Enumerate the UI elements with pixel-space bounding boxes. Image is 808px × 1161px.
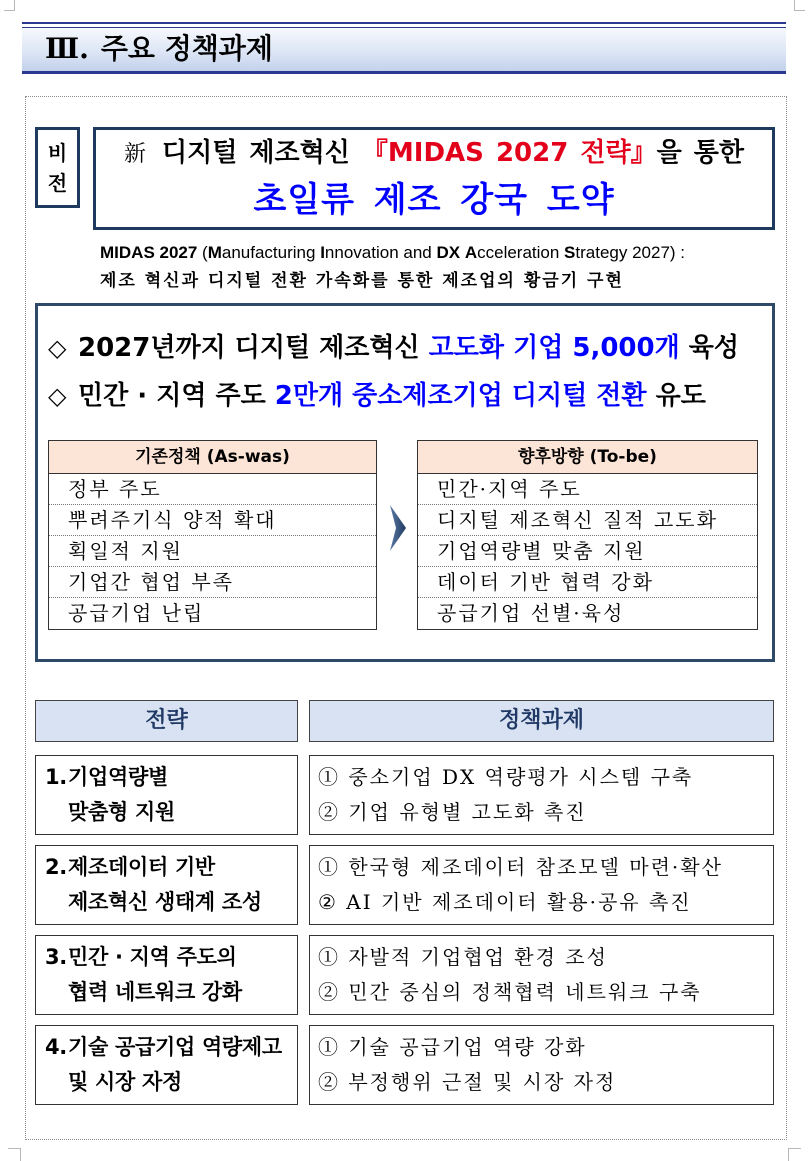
to-be-item: 기업역량별 맞춤 지원 (418, 536, 757, 567)
strategy-cell (35, 755, 298, 835)
page-corner-mark-bottom-right (788, 1148, 801, 1161)
goal-item (48, 330, 739, 366)
vision-tag-char: 비 (47, 140, 68, 165)
strategy-row (0, 845, 808, 925)
midas-segment: cceleration (477, 243, 565, 262)
tasks-column-header: 정책과제 (309, 700, 774, 742)
as-was-item: 기업간 협업 부족 (49, 567, 376, 598)
strategy-text: 맞춤형 지원 (68, 800, 175, 824)
page-corner-mark-top-right (794, 0, 805, 11)
strategy-text: 기업역량별 (68, 765, 168, 789)
goal-text: 육성 (679, 333, 740, 363)
vision-slogan: 초일류 제조 강국 도약 (253, 180, 615, 220)
strategy-cell (35, 1025, 298, 1105)
strategy-cell (35, 935, 298, 1015)
midas-description (100, 239, 780, 295)
midas-segment: A (464, 243, 478, 262)
vision-strategy-name: 『MIDAS 2027 전략』 (361, 138, 657, 168)
strategy-line (45, 850, 215, 884)
goal-highlight: 2만개 중소제조기업 디지털 전환 (274, 381, 647, 411)
task-item: ① 한국형 제조데이터 참조모델 마련·확산 (318, 855, 723, 879)
strategy-line (45, 760, 168, 794)
chevron-right-icon (388, 505, 406, 551)
task-item: ② 기업 유형별 고도화 촉진 (318, 800, 587, 824)
to-be-item: 디지털 제조혁신 질적 고도화 (418, 505, 757, 536)
page-corner-mark-top-left (4, 0, 15, 11)
section-heading (45, 28, 273, 71)
goal-highlight: 고도화 기업 5,000개 (428, 333, 680, 363)
as-was-table (48, 440, 377, 630)
as-was-item: 공급기업 난립 (68, 601, 205, 625)
goals-box (35, 303, 775, 662)
strategy-number: 4. (45, 1035, 67, 1059)
strategy-text: 기술 공급기업 역량제고 (68, 1035, 282, 1059)
vision-line-1-text: 디지털 제조혁신 (162, 138, 362, 168)
midas-segment: MIDAS 2027 (100, 243, 198, 262)
vision-tag (35, 127, 80, 208)
vision-prefix: 新 (123, 142, 146, 167)
diamond-bullet-icon: ◇ (48, 334, 67, 362)
to-be-table (417, 440, 758, 630)
as-was-item: 뿌려주기식 양적 확대 (49, 505, 376, 536)
task-item: ① 기술 공급기업 역량 강화 (318, 1035, 587, 1059)
midas-segment: ( (197, 243, 208, 262)
diamond-bullet-icon: ◇ (48, 382, 67, 410)
vision-statement-box (93, 127, 775, 230)
strategy-row (0, 755, 808, 835)
vision-line-1 (96, 135, 772, 173)
strategy-text: 민간 · 지역 주도의 (68, 945, 237, 969)
tasks-cell (309, 1025, 774, 1105)
to-be-item: 공급기업 선별·육성 (437, 601, 625, 625)
midas-segment: I (320, 243, 325, 262)
goal-text: 2027년까지 디지털 제조혁신 (78, 333, 429, 363)
strategy-text: 협력 네트워크 강화 (68, 980, 242, 1004)
vision-line-1-tail: 을 통한 (656, 138, 745, 168)
strategy-row (0, 935, 808, 1015)
task-item: ① 자발적 기업협업 환경 조성 (318, 945, 608, 969)
midas-acronym-line (100, 239, 780, 267)
to-be-header: 향후방향 (To-be) (418, 441, 757, 474)
section-title: 주요 정책과제 (100, 32, 273, 65)
task-item: ① 중소기업 DX 역량평가 시스템 구축 (318, 765, 694, 789)
vision-tag-char: 전 (47, 170, 68, 195)
tasks-cell (309, 755, 774, 835)
strategy-column-header: 전략 (35, 700, 298, 742)
midas-segment: trategy 2027) : (575, 243, 686, 262)
midas-segment: nnovation and (324, 243, 437, 262)
strategy-text: 및 시장 자정 (68, 1070, 182, 1094)
strategy-line (45, 940, 237, 974)
strategy-row (0, 1025, 808, 1105)
strategy-number: 1. (45, 765, 67, 789)
tasks-cell (309, 845, 774, 925)
section-header (22, 22, 786, 74)
strategy-line (45, 1030, 282, 1064)
section-number: Ⅲ. (45, 32, 89, 65)
midas-segment: DX (436, 243, 461, 262)
midas-segment: anufacturing (221, 243, 321, 262)
to-be-item: 데이터 기반 협력 강화 (418, 567, 757, 598)
task-item: ② 민간 중심의 정책협력 네트워크 구축 (318, 980, 702, 1004)
goal-text: 유도 (646, 381, 706, 411)
section-header-band (22, 27, 786, 71)
strategy-cell (35, 845, 298, 925)
to-be-item: 민간·지역 주도 (418, 474, 757, 505)
midas-segment: M (207, 243, 222, 262)
as-was-item: 정부 주도 (49, 474, 376, 505)
strategy-number: 3. (45, 945, 67, 969)
strategy-number: 2. (45, 855, 67, 879)
tasks-cell (309, 935, 774, 1015)
midas-segment: S (564, 243, 576, 262)
goal-text: 민간 · 지역 주도 (78, 381, 275, 411)
task-item: ② 부정행위 근절 및 시장 자정 (318, 1070, 617, 1094)
task-item: ② AI 기반 제조데이터 활용·공유 촉진 (318, 890, 692, 914)
as-was-header: 기존정책 (As-was) (49, 441, 376, 474)
goal-item (48, 378, 706, 414)
strategy-text: 제조혁신 생태계 조성 (68, 890, 262, 914)
page-corner-mark-bottom-left (8, 1148, 21, 1161)
strategy-text: 제조데이터 기반 (68, 855, 215, 879)
as-was-item: 획일적 지원 (49, 536, 376, 567)
midas-meaning: 제조 혁신과 디지털 전환 가속화를 통한 제조업의 황금기 구현 (100, 271, 624, 291)
